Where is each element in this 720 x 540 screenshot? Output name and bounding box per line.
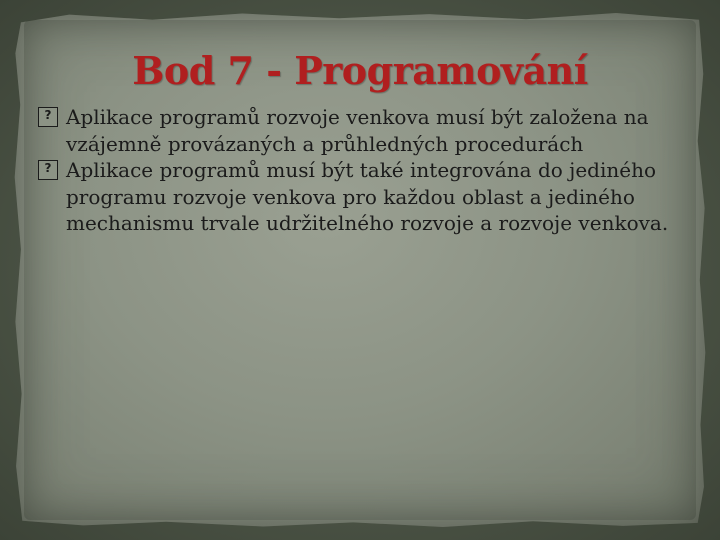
bullet-item bbox=[38, 157, 688, 237]
bullet-item bbox=[38, 104, 688, 157]
bullet-text: Aplikace programů musí být také integrována do jediného programu rozvoje venkova pro každou oblast a jediného mechanismu trvale udržitelného rozvoje a rozvoje venkova. bbox=[66, 158, 669, 235]
bullet-text: Aplikace programů rozvoje venkova musí být založena na vzájemně provázaných a průhledných procedurách bbox=[66, 105, 649, 156]
slide-title: Bod 7 - Programování bbox=[132, 48, 588, 93]
missing-glyph-icon: ? bbox=[38, 160, 58, 180]
missing-glyph-icon: ? bbox=[38, 107, 58, 127]
bullet-list bbox=[38, 104, 688, 237]
